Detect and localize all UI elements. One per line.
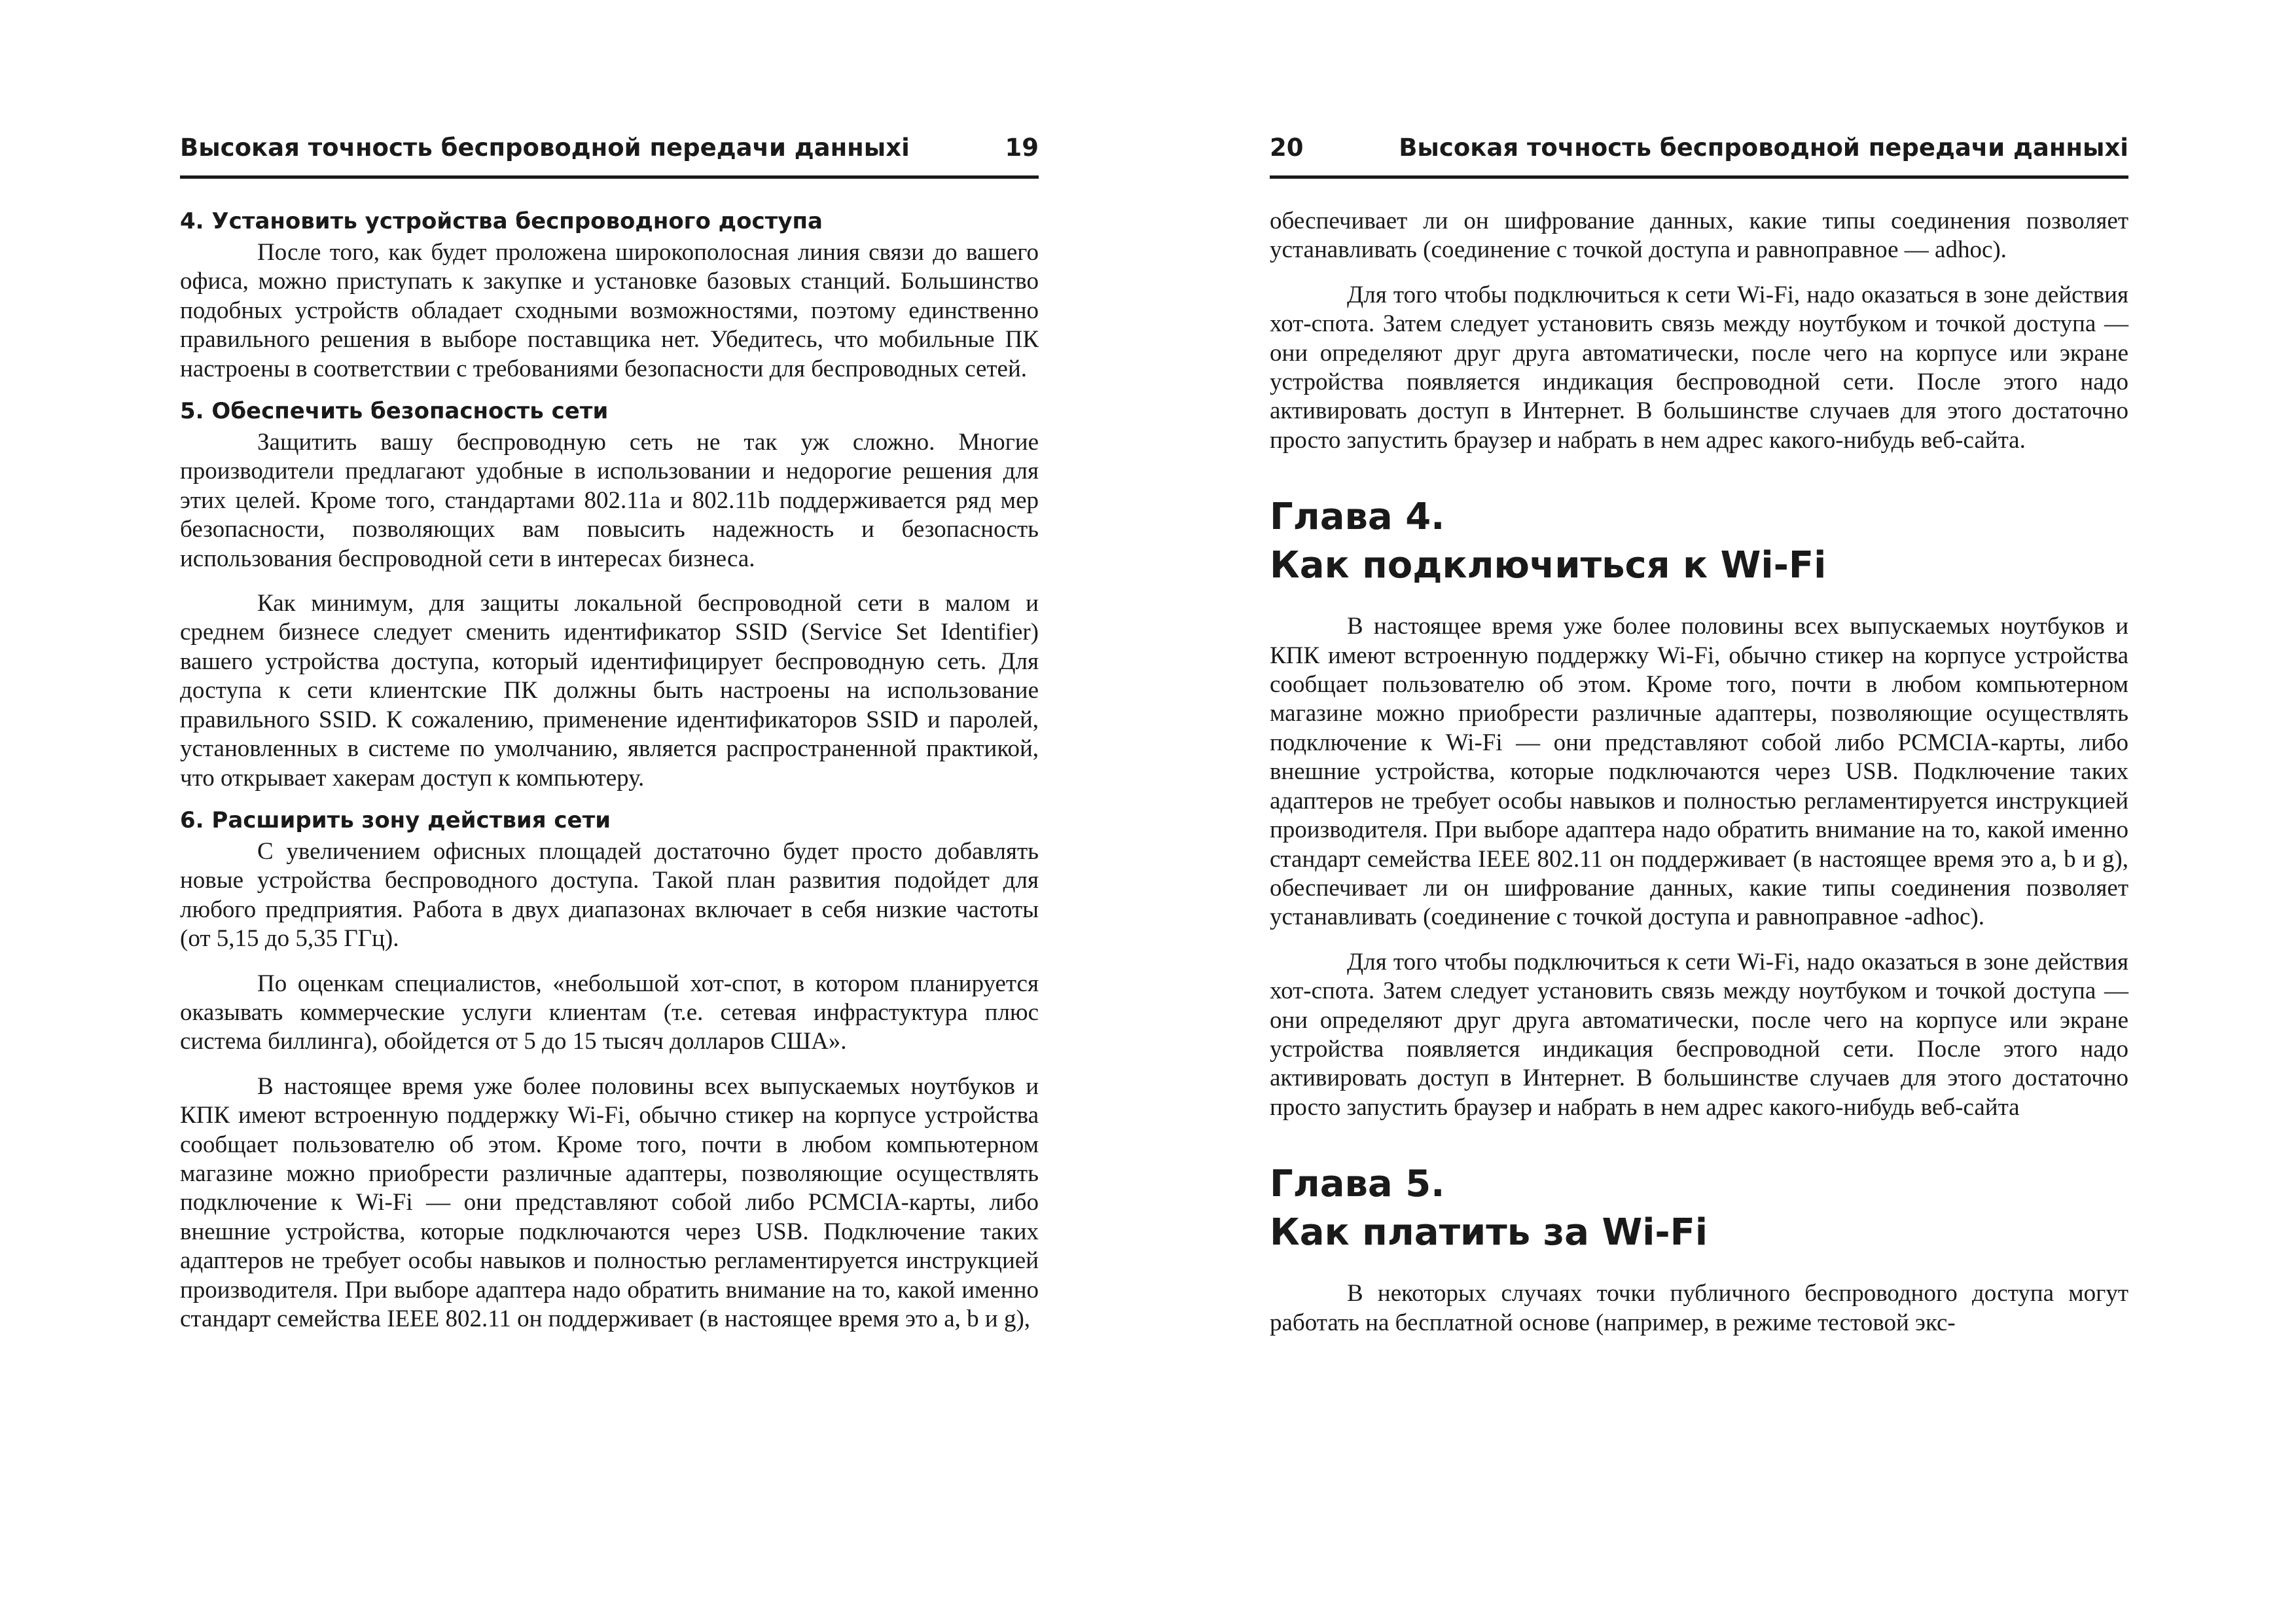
paragraph: В настоящее время уже более половины всех выпускаемых ноутбуков и КПК имеют встроенную поддержку Wi-Fi, обычно стикер на корпусе устройства сообщает пользователю об этом. Кроме того, почти в любом компьютерном магазине можно приобрести различные адаптеры, позволяющие осуществлять подключение к Wi-Fi — они представляют собой либо PCMCIA-карты, либо внешние устройства, которые подключаются через USB. Подключение таких адаптеров не требует особы навыков и полностью регламентируется инструкцией производителя. При выборе адаптера надо обратить внимание на то, какой именно стандарт семейства IEEE 802.11 он поддерживает (в настоящее время это a, b и g), обеспечивает ли он шифрование данных, какие типы соединения позволяет устанавливать (соединение с точкой доступа и равноправное -adhoc). [1270, 613, 2128, 931]
paragraph: Защитить вашу беспроводную сеть не так уж сложно. Многие производители предлагают удобные в использовании и недорогие решения для этих целей. Кроме того, стандартами 802.11a и 802.11b поддерживается ряд мер безопасности, позволяющих вам повысить надежность и безопасность использования беспроводной сети в интересах бизнеса. [180, 429, 1039, 572]
page-number: 19 [1005, 134, 1039, 162]
paragraph: В некоторых случаях точки публичного беспроводного доступа могут работать на бесплатной основе (например, в режиме тестовой экс- [1270, 1280, 2128, 1336]
paragraph: Для того чтобы подключиться к сети Wi-Fi, надо оказаться в зоне действия хот-спота. Затем следует установить связь между ноутбуком и точкой доступа — они определяют друг друга автоматически, после чего на корпусе или экране устройства появляется индикация беспроводной сети. После этого надо активировать доступ в Интернет. В большинстве случаев для этого достаточно просто запустить браузер и набрать в нем адрес какого-нибудь веб-сайта [1270, 948, 2128, 1121]
page-number: 20 [1270, 134, 1304, 162]
right-page [1270, 0, 2128, 1623]
paragraph: Для того чтобы подключиться к сети Wi-Fi, надо оказаться в зоне действия хот-спота. Затем следует установить связь между ноутбуком и точкой доступа — они определяют друг друга автоматически, после чего на корпусе или экране устройства появляется индикация беспроводной сети. После этого надо активировать доступ в Интернет. В большинстве случаев для этого достаточно просто запустить браузер и набрать в нем адрес какого-нибудь веб-сайта. [1270, 281, 2128, 454]
chapter-title: Как платить за Wi-Fi [1270, 1211, 1708, 1254]
paragraph: С увеличением офисных площадей достаточно будет просто добавлять новые устройства беспроводного доступа. Такой план развития подойдет для любого предприятия. Работа в двух диапазонах включает в себя низкие частоты (от 5,15 до 5,35 ГГц). [180, 837, 1039, 953]
paragraph: После того, как будет проложена широкополосная линия связи до вашего офиса, можно приступать к закупке и установке базовых станций. Большинство подобных устройств обладает сходными возможностями, поэтому единственно правильного решения в выборе поставщика нет. Убедитесь, что мобильные ПК настроены в соответствии с требованиями безопасности для беспроводных сетей. [180, 239, 1039, 382]
running-title: Высокая точность беспроводной передачи данныхі [180, 134, 910, 162]
running-header [180, 128, 1039, 179]
chapter-heading [1270, 493, 2128, 590]
section-heading: 6. Расширить зону действия сети [180, 807, 611, 833]
paragraph: обеспечивает ли он шифрование данных, какие типы соединения позволяет устанавливать (соединение с точкой доступа и равноправное — adhoc). [1270, 208, 2128, 264]
page-body [1270, 207, 2128, 1338]
page-body [180, 207, 1039, 1334]
chapter-title: Как подключиться к Wi-Fi [1270, 544, 1827, 587]
left-page [180, 0, 1039, 1623]
paragraph: Как минимум, для защиты локальной беспроводной сети в малом и среднем бизнесе следует сменить идентификатор SSID (Service Set Identifier) вашего устройства доступа, который идентифицирует беспроводную сеть. Для доступа к сети клиентские ПК должны быть настроены на использование правильного SSID. К сожалению, применение идентификаторов SSID и паролей, установленных в системе по умолчанию, является распространенной практикой, что открывает хакерам доступ к компьютеру. [180, 590, 1039, 792]
section-heading: 5. Обеспечить безопасность сети [180, 398, 609, 425]
paragraph: В настоящее время уже более половины всех выпускаемых ноутбуков и КПК имеют встроенную поддержку Wi-Fi, обычно стикер на корпусе устройства сообщает пользователю об этом. Кроме того, почти в любом компьютерном магазине можно приобрести различные адаптеры, позволяющие осуществлять подключение к Wi-Fi — они представляют собой либо PCMCIA-карты, либо внешние устройства, которые подключаются через USB. Подключение таких адаптеров не требует особы навыков и полностью регламентируется инструкцией производителя. При выборе адаптера надо обратить внимание на то, какой именно стандарт семейства IEEE 802.11 он поддерживает (в настоящее время это a, b и g), [180, 1072, 1039, 1332]
section-heading: 4. Установить устройства беспроводного доступа [180, 208, 823, 234]
chapter-heading [1270, 1160, 2128, 1257]
chapter-number: Глава 4. [1270, 496, 1445, 539]
running-title: Высокая точность беспроводной передачи данныхі [1399, 134, 2128, 162]
paragraph: По оценкам специалистов, «небольшой хот-спот, в котором планируется оказывать коммерческие услуги клиентам (т.е. сетевая инфрастуктура плюс система биллинга), обойдется от 5 до 15 тысяч долларов США». [180, 970, 1039, 1055]
running-header [1270, 128, 2128, 179]
chapter-number: Глава 5. [1270, 1163, 1445, 1206]
